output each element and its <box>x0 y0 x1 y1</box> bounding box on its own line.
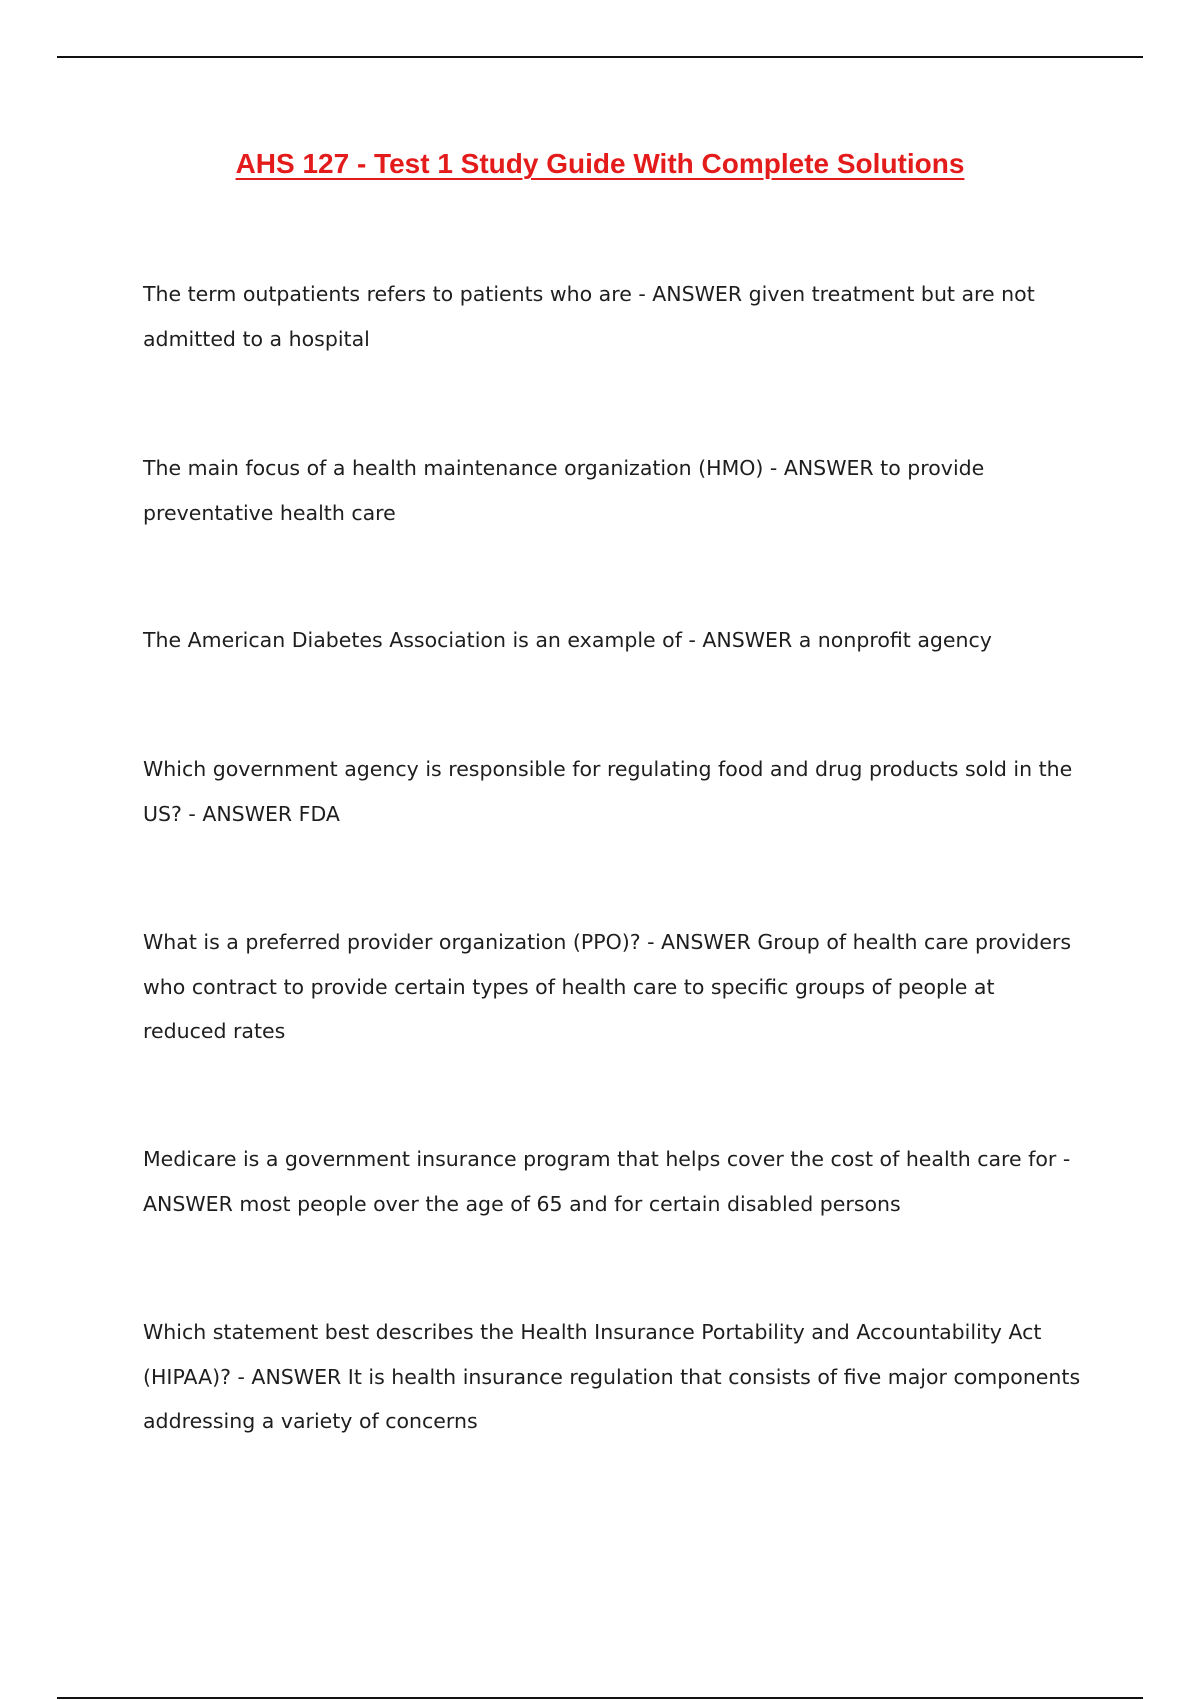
document-title: AHS 127 - Test 1 Study Guide With Complete Solutions <box>235 148 965 179</box>
qa-item-ppo: What is a preferred provider organization (PPO)? - ANSWER Group of health care providers who contract to provide certain types of health care to specific groups of people at reduced rates <box>143 930 1072 1043</box>
qa-item-hipaa: Which statement best describes the Health Insurance Portability and Accountability Act (HIPAA)? - ANSWER It is health insurance regulation that consists of five major components addressing a variety of concerns <box>143 1320 1081 1433</box>
qa-item-outpatients: The term outpatients refers to patients who are - ANSWER given treatment but are not admitted to a hospital <box>143 282 1035 351</box>
qa-item-fda: Which government agency is responsible for regulating food and drug products sold in the US? - ANSWER FDA <box>143 757 1073 826</box>
top-divider <box>57 56 1143 58</box>
qa-item-medicare: Medicare is a government insurance program that helps cover the cost of health care for - ANSWER most people over the age of 65 and for certain disabled persons <box>143 1147 1071 1216</box>
qa-item-diabetes-association: The American Diabetes Association is an example of - ANSWER a nonprofit agency <box>143 628 992 652</box>
bottom-divider <box>57 1697 1143 1699</box>
qa-item-hmo: The main focus of a health maintenance organization (HMO) - ANSWER to provide preventative health care <box>143 456 985 525</box>
